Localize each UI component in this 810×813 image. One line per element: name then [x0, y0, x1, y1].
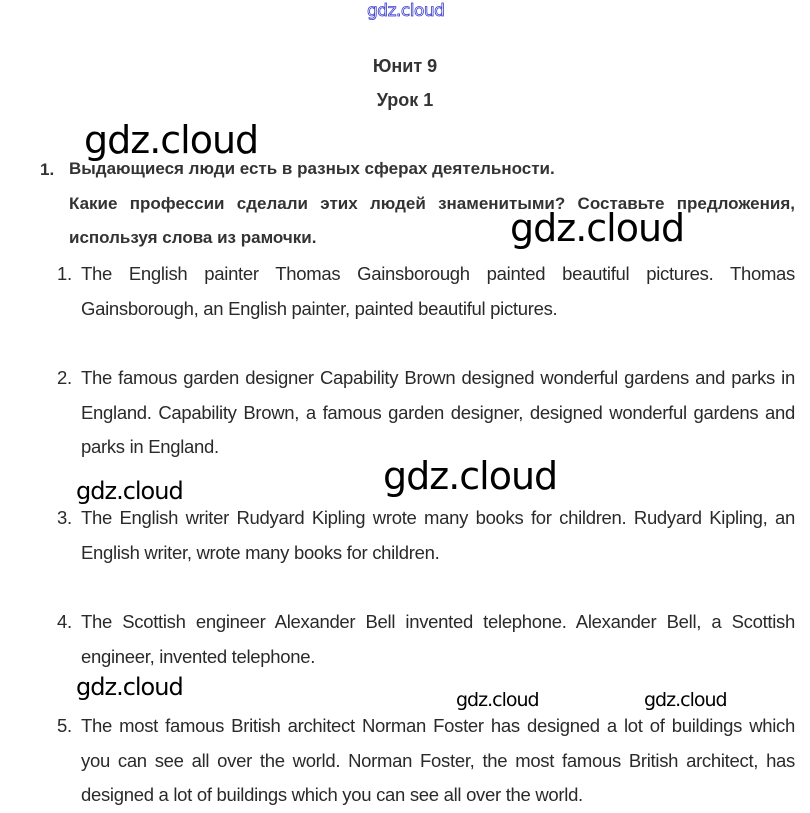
answer-item	[57, 361, 795, 465]
watermark: gdz.cloud	[76, 477, 183, 505]
answer-text: The English writer Rudyard Kipling wrote many books for children. Rudyard Kipling, an English writer, wrote many books for children.	[81, 507, 795, 563]
task-instruction: Какие профессии сделали этих людей знаменитыми? Составьте предложения, используя слова из рамочки.	[69, 194, 795, 247]
answer-item	[57, 605, 795, 674]
watermark-top: gdz.cloud	[367, 1, 445, 21]
watermark: gdz.cloud	[84, 118, 259, 162]
watermark: gdz.cloud	[76, 673, 183, 701]
watermark: gdz.cloud	[510, 206, 685, 250]
unit-title: Юнит 9	[372, 56, 438, 76]
answer-item	[57, 501, 795, 570]
answer-number: 2.	[57, 367, 72, 388]
answer-text: The English painter Thomas Gainsborough painted beautiful pictures. Thomas Gainsborough, an English painter, painted beautiful pictures.	[81, 263, 795, 319]
answer-text: The Scottish engineer Alexander Bell invented telephone. Alexander Bell, a Scottish engineer, invented telephone.	[81, 611, 795, 667]
answer-item	[57, 709, 795, 813]
watermark: gdz.cloud	[383, 454, 558, 498]
watermark: gdz.cloud	[456, 689, 539, 711]
task-number: 1.	[40, 160, 55, 179]
answer-number: 3.	[57, 507, 72, 528]
answer-number: 1.	[57, 263, 72, 284]
watermark: gdz.cloud	[644, 689, 727, 711]
answer-text: The most famous British architect Norman Foster has designed a lot of buildings which you can see all over the world. Norman Foster, the most famous British architect, has designed a lot of buildings which you can see all over the world.	[81, 715, 795, 805]
answer-item	[57, 257, 795, 326]
answer-number: 5.	[57, 715, 72, 736]
task-title: Выдающиеся люди есть в разных сферах деятельности.	[69, 159, 555, 178]
lesson-title: Урок 1	[376, 90, 434, 110]
answer-text: The famous garden designer Capability Brown designed wonderful gardens and parks in England. Capability Brown, a famous garden designer, designed wonderful gardens and parks in England.	[81, 367, 795, 457]
answer-number: 4.	[57, 611, 72, 632]
